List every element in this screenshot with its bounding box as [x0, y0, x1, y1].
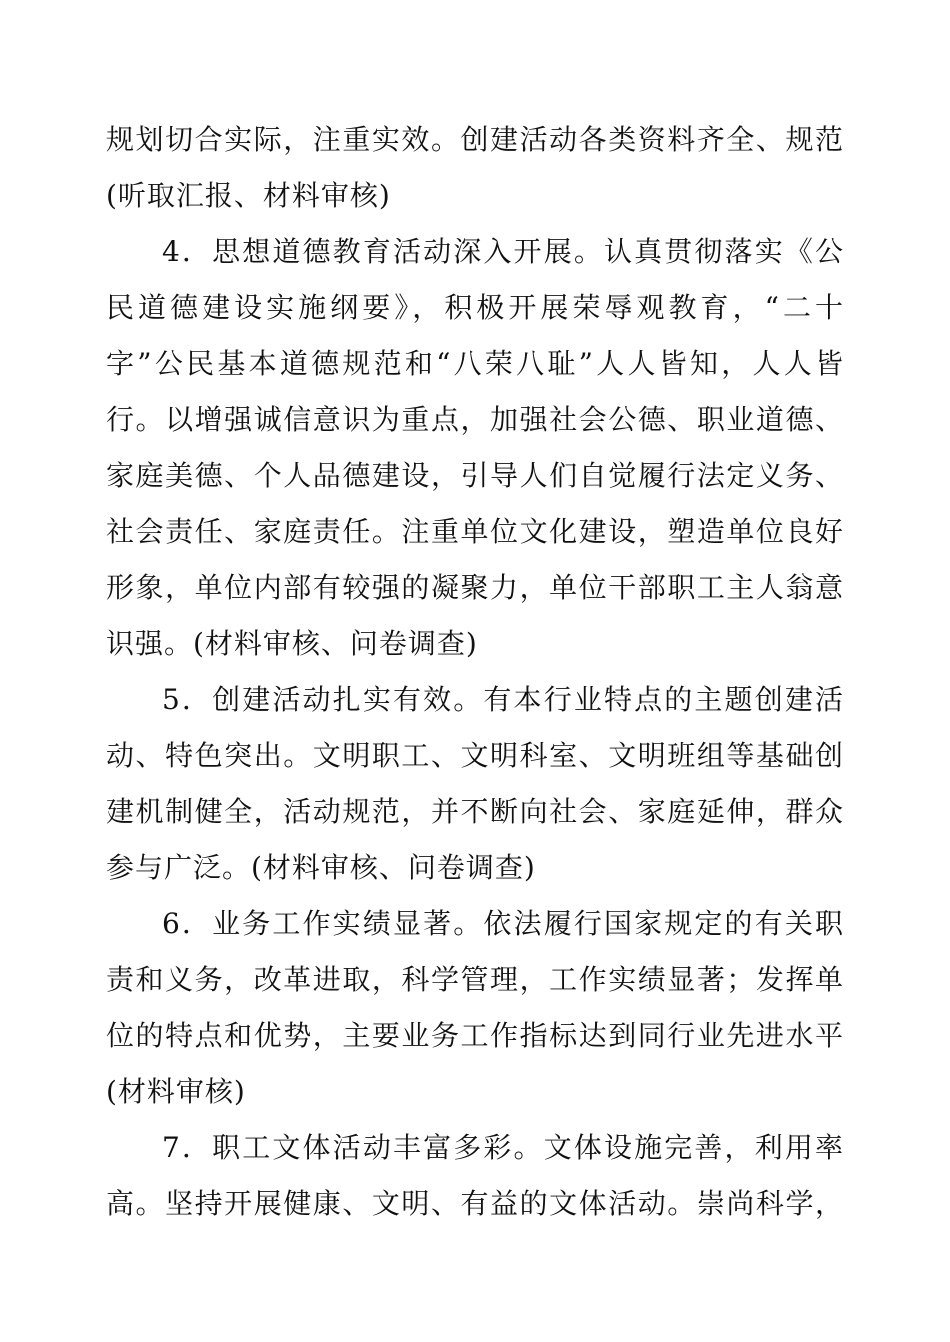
text-line: 5．创建活动扎实有效。有本行业特点的主题创建活: [162, 683, 844, 716]
text-line: 位的特点和优势，主要业务工作指标达到同行业先进水平: [106, 1019, 844, 1052]
text-line: 6．业务工作实绩显著。依法履行国家规定的有关职: [162, 907, 844, 940]
text-line: 7．职工文体活动丰富多彩。文体设施完善，利用率: [162, 1131, 844, 1164]
text-line: 高。坚持开展健康、文明、有益的文体活动。崇尚科学，: [106, 1187, 844, 1220]
text-line: 建机制健全，活动规范，并不断向社会、家庭延伸，群众: [106, 795, 844, 828]
text-line: (听取汇报、材料审核): [106, 179, 391, 212]
text-line: 社会责任、家庭责任。注重单位文化建设，塑造单位良好: [106, 515, 844, 548]
text-line: 规划切合实际，注重实效。创建活动各类资料齐全、规范: [106, 123, 844, 156]
text-line: 字”公民基本道德规范和“八荣八耻”人人皆知，人人皆: [106, 347, 844, 380]
text-line: 识强。(材料审核、问卷调查): [106, 627, 478, 660]
text-line: 动、特色突出。文明职工、文明科室、文明班组等基础创: [106, 739, 844, 772]
body-text: [106, 112, 844, 1232]
text-line: 4．思想道德教育活动深入开展。认真贯彻落实《公: [162, 235, 844, 268]
text-line: 参与广泛。(材料审核、问卷调查): [106, 851, 536, 884]
text-line: 形象，单位内部有较强的凝聚力，单位干部职工主人翁意: [106, 571, 844, 604]
text-line: 民道德建设实施纲要》，积极开展荣辱观教育，“二十: [106, 291, 844, 324]
text-line: 责和义务，改革进取，科学管理，工作实绩显著；发挥单: [106, 963, 844, 996]
text-line: (材料审核): [106, 1075, 246, 1108]
text-line: 行。以增强诚信意识为重点，加强社会公德、职业道德、: [106, 403, 844, 436]
text-line: 家庭美德、个人品德建设，引导人们自觉履行法定义务、: [106, 459, 844, 492]
